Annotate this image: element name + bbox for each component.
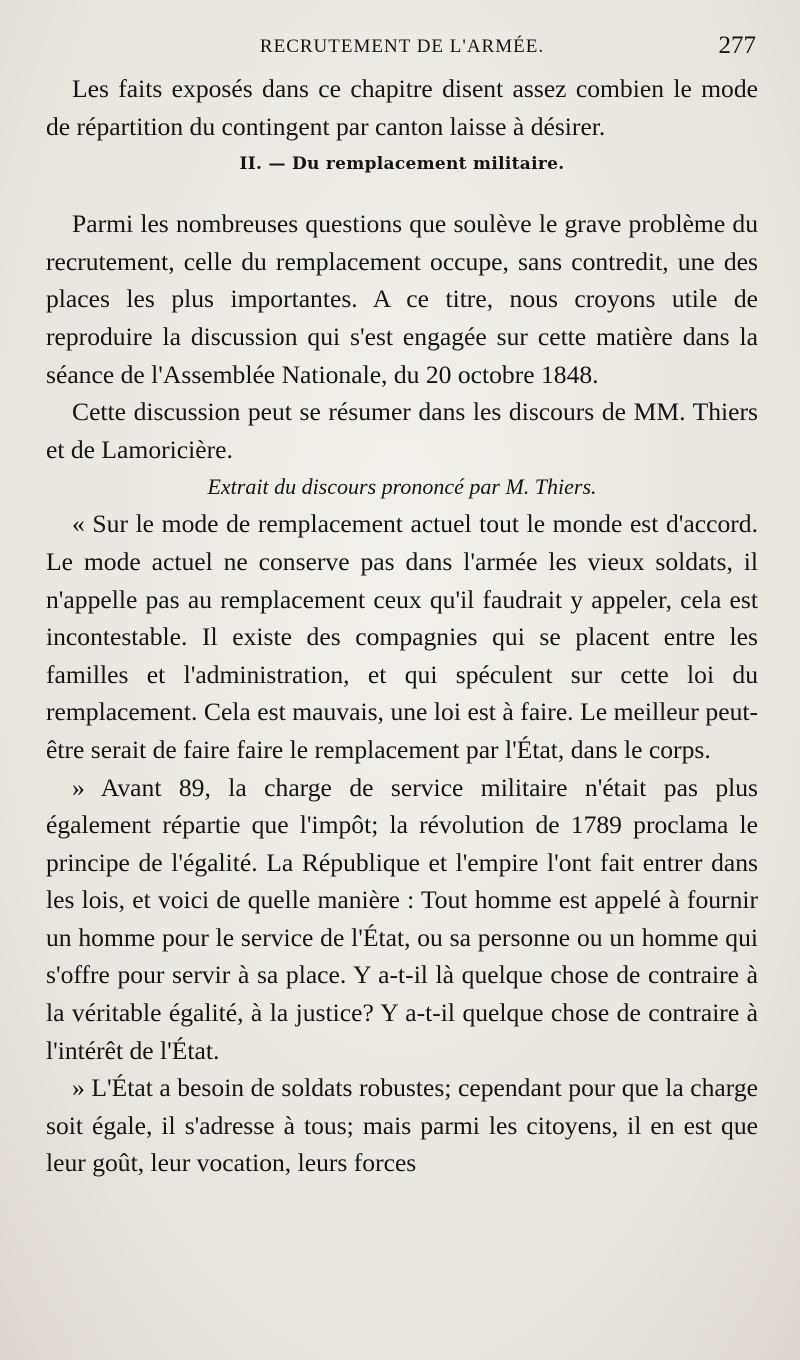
page-number: 277	[718, 32, 756, 59]
spacer	[46, 189, 758, 205]
subheading: Extrait du discours prononcé par M. Thiers.	[207, 474, 597, 500]
paragraph: » Avant 89, la charge de service militaire n'était pas plus également répartie que l'impôt; la révolution de 1789 proclama le principe de l'égalité. La République et l'empire l'ont fait entrer dans les lois, et voici de quelle manière : Tout homme est appelé à fournir un homme pour le service de l'État, ou sa personne ou un homme qui s'offre pour servir à sa place. Y a-t-il là quelque chose de contraire à la véritable égalité, à la justice? Y a-t-il quelque chose de contraire à l'intérêt de l'État.	[46, 772, 758, 1065]
paragraph: Parmi les nombreuses questions que soulève le grave problème du recrutement, celle du remplacement occupe, sans contredit, une des places les plus importantes. A ce titre, nous croyons utile de reproduire la discussion qui s'est engagée sur cette matière dans la séance de l'Assemblée Nationale, du 20 octobre 1848.	[46, 209, 758, 389]
body-text	[46, 70, 758, 1182]
paragraph: Les faits exposés dans ce chapitre disent assez combien le mode de répartition du contingent par canton laisse à désirer.	[46, 74, 758, 141]
section-heading: II. — Du remplacement militaire.	[239, 154, 565, 175]
paragraph: « Sur le mode de remplacement actuel tout le monde est d'accord. Le mode actuel ne conserve pas dans l'armée les vieux soldats, il n'appelle pas au remplacement ceux qu'il faudrait y appeler, cela est incontestable. Il existe des compagnies qui se placent entre les familles et l'administration, et qui spéculent sur cette loi du remplacement. Cela est mauvais, une loi est à faire. Le meilleur peut-être serait de faire faire le remplacement par l'État, dans le corps.	[46, 509, 758, 764]
running-head	[46, 30, 758, 70]
paragraph: Cette discussion peut se résumer dans les discours de MM. Thiers et de Lamoricière.	[46, 397, 758, 464]
running-title: RECRUTEMENT DE L'ARMÉE.	[259, 36, 545, 57]
paragraph: » L'État a besoin de soldats robustes; cependant pour que la charge soit égale, il s'adresse à tous; mais parmi les citoyens, il en est que leur goût, leur vocation, leurs forces	[46, 1073, 758, 1178]
